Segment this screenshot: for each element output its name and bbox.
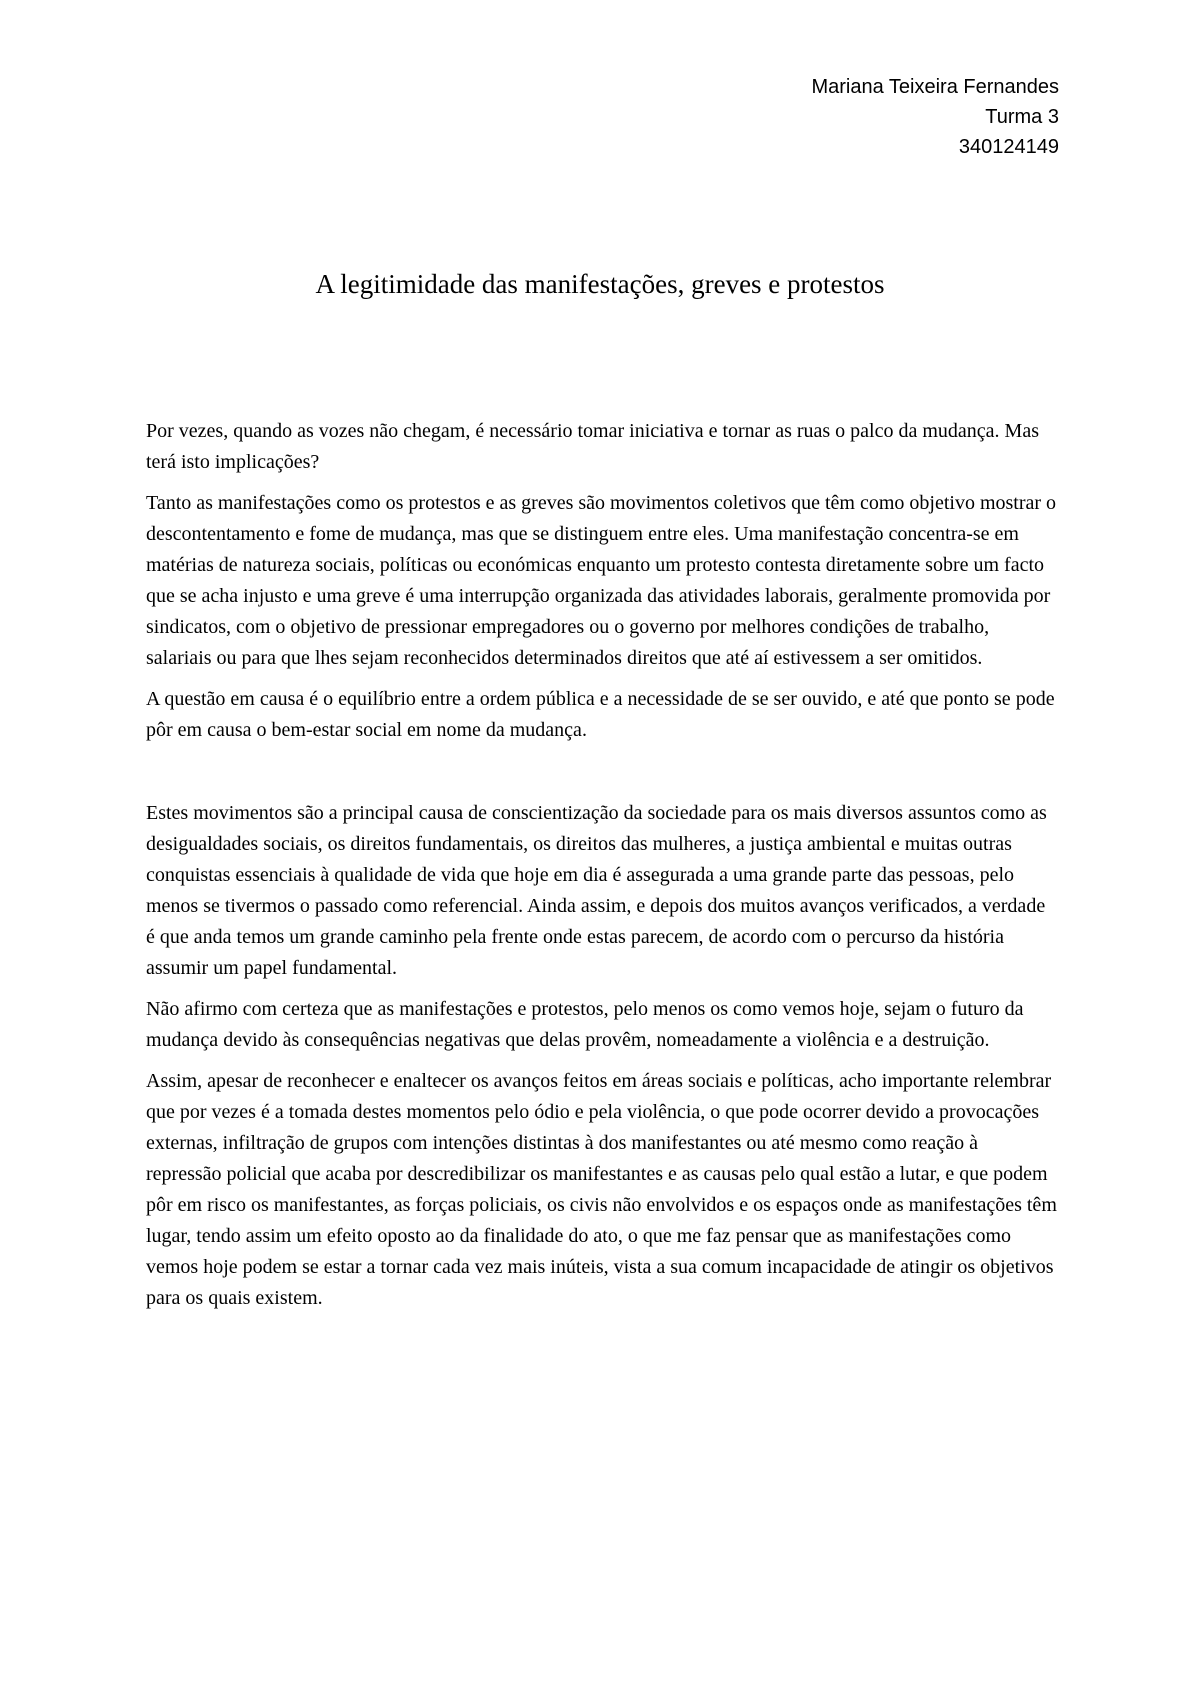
paragraph-doubt: Não afirmo com certeza que as manifestações e protestos, pelo menos os como vemos hoje, sejam o futuro da mudança devido às consequências negativas que delas provêm, nomeadamente a violência e a destruição. xyxy=(146,998,1024,1051)
student-number: 340124149 xyxy=(958,136,1059,158)
paragraph-conclusion: Assim, apesar de reconhecer e enaltecer os avanços feitos em áreas sociais e políticas, acho importante relembrar que por vezes é a tomada destes momentos pelo ódio e pela violência, o que pode ocorrer devido a provocações externas, infiltração de grupos com intenções distintas à dos manifestantes ou até mesmo como reação à repressão policial que acaba por descredibilizar os manifestantes e as causas pelo qual estão a lutar, e que podem pôr em risco os manifestantes, as forças policiais, os civis não envolvidos e os espaços onde as manifestações têm lugar, tendo assim um efeito oposto ao da finalidade do ato, o que me faz pensar que as manifestações como vemos hoje podem se estar a tornar cada vez mais inúteis, vista a sua comum incapacidade de atingir os objetivos para os quais existem. xyxy=(146,1070,1057,1309)
author-header xyxy=(811,72,1059,162)
document-body xyxy=(146,416,1058,1324)
paragraph-definitions: Tanto as manifestações como os protestos e as greves são movimentos coletivos que têm como objetivo mostrar o descontentamento e fome de mudança, mas que se distinguem entre eles. Uma manifestação concentra-se em matérias de natureza sociais, políticas ou económicas enquanto um protesto contesta diretamente sobre um facto que se acha injusto e uma greve é uma interrupção organizada das atividades laborais, geralmente promovida por sindicatos, com o objetivo de pressionar empregadores ou o governo por melhores condições de trabalho, salariais ou para que lhes sejam reconhecidos determinados direitos que até aí estivessem a ser omitidos. xyxy=(146,492,1057,669)
document-title: A legitimidade das manifestações, greves e protestos xyxy=(315,269,885,299)
paragraph-intro: Por vezes, quando as vozes não chegam, é necessário tomar iniciativa e tornar as ruas o palco da mudança. Mas terá isto implicações? xyxy=(146,420,1039,473)
paragraph-question: A questão em causa é o equilíbrio entre a ordem pública e a necessidade de se ser ouvido, e até que ponto se pode pôr em causa o bem-estar social em nome da mudança. xyxy=(146,688,1055,741)
author-name: Mariana Teixeira Fernandes xyxy=(811,76,1059,98)
paragraph-importance: Estes movimentos são a principal causa de conscientização da sociedade para os mais diversos assuntos como as desigualdades sociais, os direitos fundamentais, os direitos das mulheres, a justiça ambiental e muitas outras conquistas essenciais à qualidade de vida que hoje em dia é assegurada a uma grande parte das pessoas, pelo menos se tivermos o passado como referencial. Ainda assim, e depois dos muitos avanços verificados, a verdade é que anda temos um grande caminho pela frente onde estas parecem, de acordo com o percurso da história assumir um papel fundamental. xyxy=(146,802,1047,979)
class-label: Turma 3 xyxy=(985,106,1059,128)
